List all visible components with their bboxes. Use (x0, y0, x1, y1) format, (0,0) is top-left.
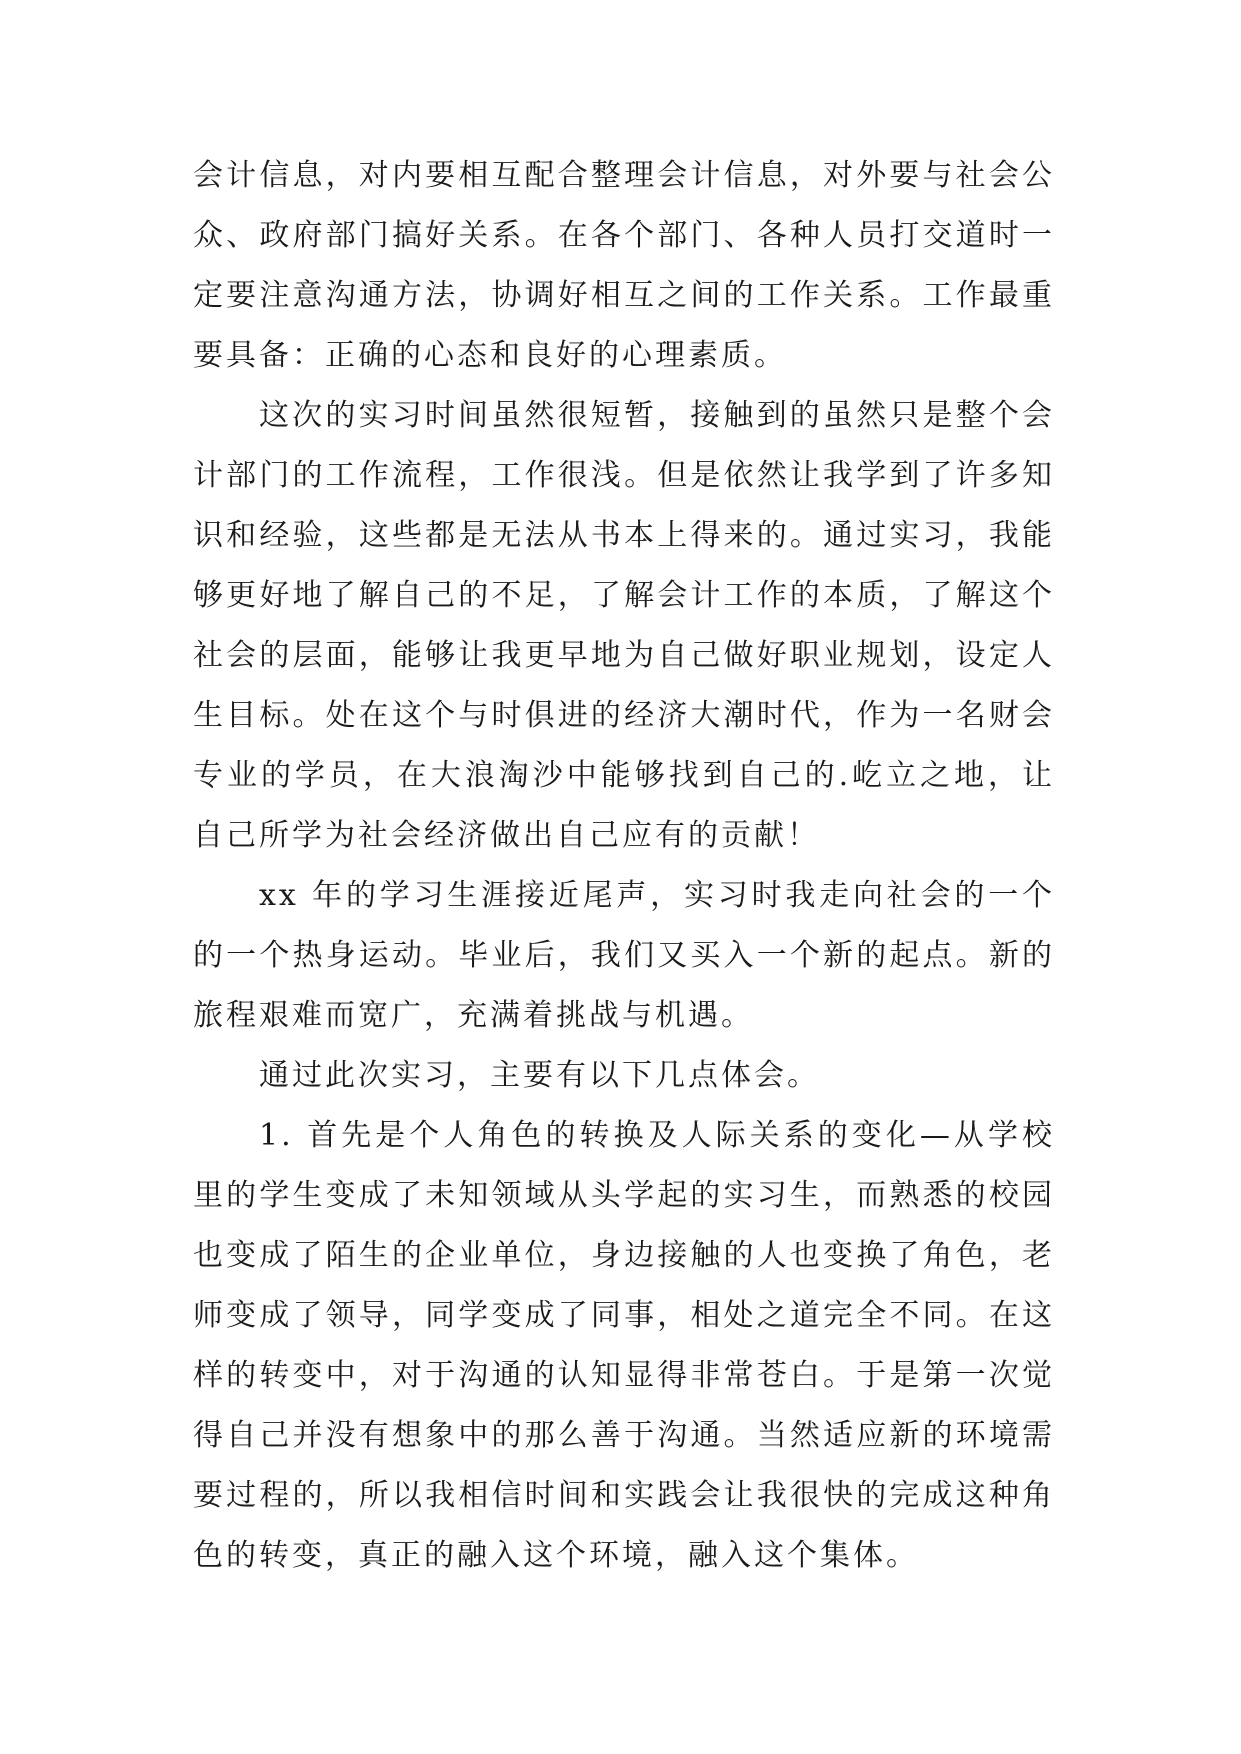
paragraph-3: xx 年的学习生涯接近尾声，实习时我走向社会的一个的一个热身运动。毕业后，我们又买入一个新的起点。新的旅程艰难而宽广，充满着挑战与机遇。 (193, 878, 1055, 1033)
paragraph-4: 通过此次实习，主要有以下几点体会。 (259, 1058, 820, 1093)
paragraph-2: 这次的实习时间虽然很短暂，接触到的虽然只是整个会计部门的工作流程，工作很浅。但是依然让我学到了许多知识和经验，这些都是无法从书本上得来的。通过实习，我能够更好地了解自己的不足，了解会计工作的本质，了解这个社会的层面，能够让我更早地为自己做好职业规划，设定人生目标。处在这个与时俱进的经济大潮时代，作为一名财会专业的学员，在大浪淘沙中能够找到自己的.屹立之地，让自己所学为社会经济做出自己应有的贡献！ (193, 398, 1055, 853)
paragraph-5: 1. 首先是个人角色的转换及人际关系的变化—从学校里的学生变成了未知领域从头学起的实习生，而熟悉的校园也变成了陌生的企业单位，身边接触的人也变换了角色，老师变成了领导，同学变成了同事，相处之道完全不同。在这样的转变中，对于沟通的认知显得非常苍白。于是第一次觉得自己并没有想象中的那么善于沟通。当然适应新的环境需要过程的，所以我相信时间和实践会让我很快的完成这种角色的转变，真正的融入这个环境，融入这个集体。 (193, 1118, 1055, 1573)
document-body (193, 146, 1055, 1586)
paragraph-1: 会计信息，对内要相互配合整理会计信息，对外要与社会公众、政府部门搞好关系。在各个部门、各种人员打交道时一定要注意沟通方法，协调好相互之间的工作关系。工作最重要具备：正确的心态和良好的心理素质。 (193, 158, 1055, 373)
